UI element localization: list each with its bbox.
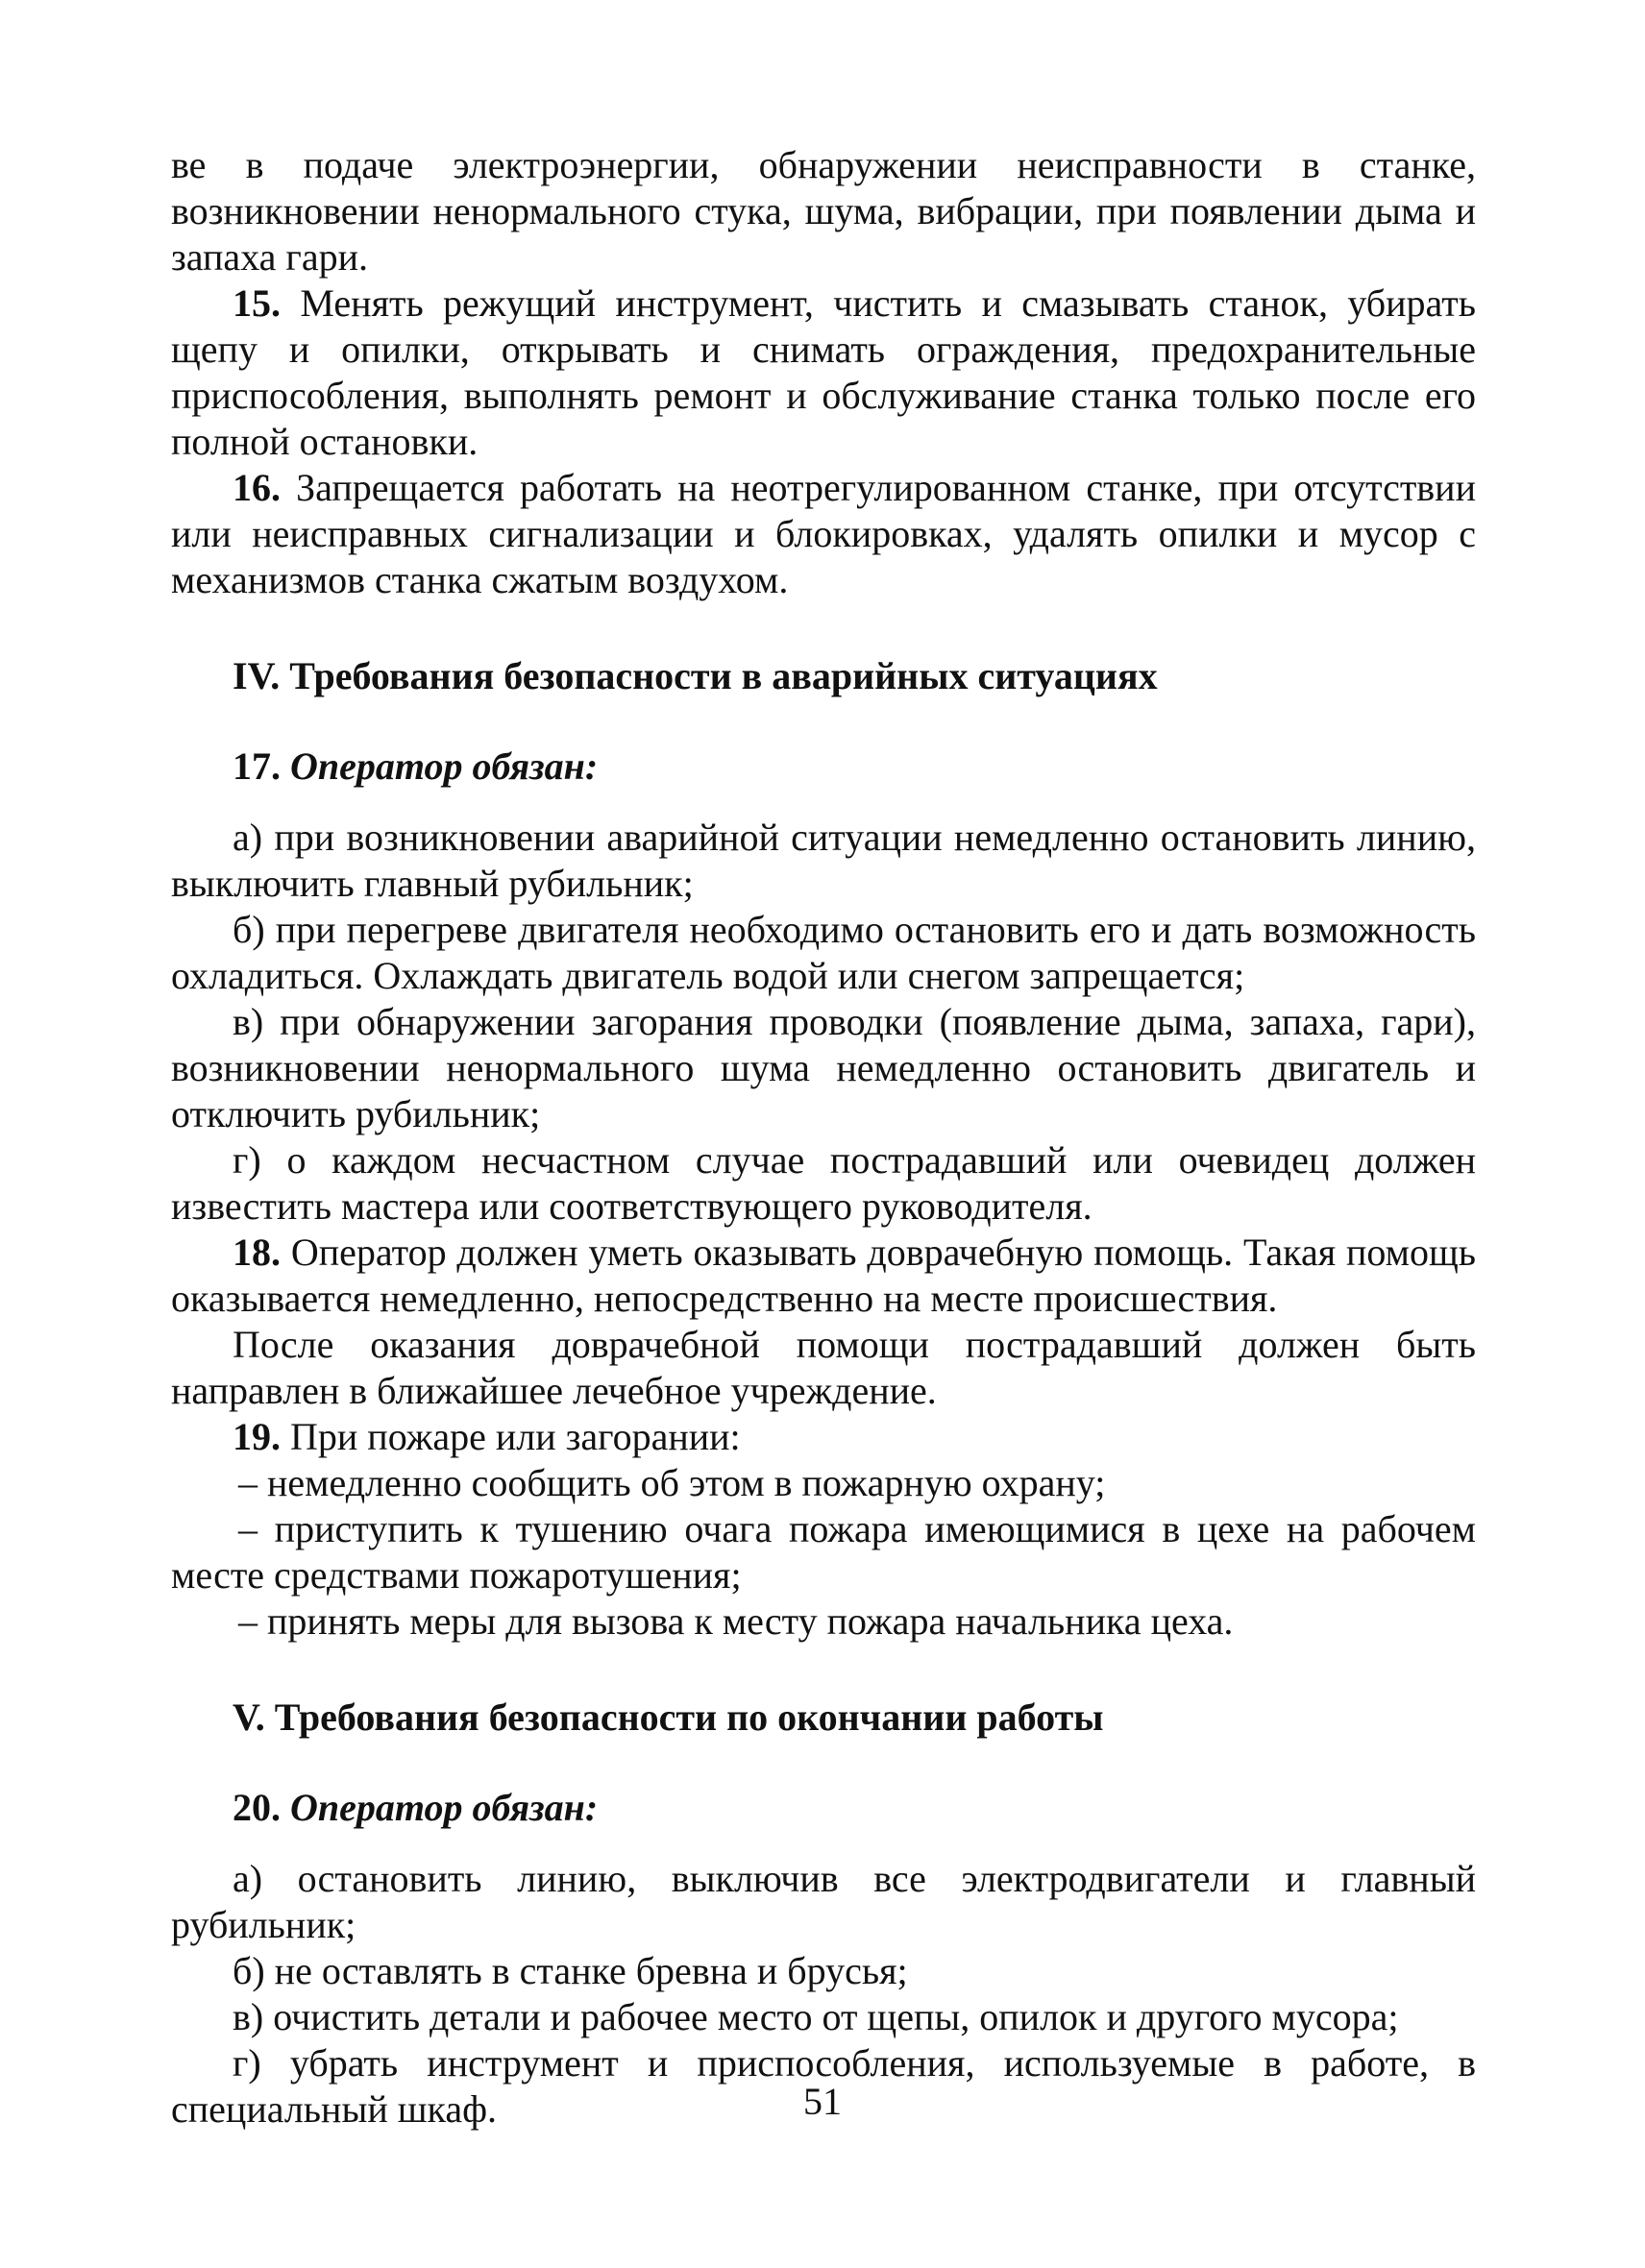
paragraph-15 [171,280,1476,465]
paragraph-number: 15. [233,281,281,325]
paragraph-19 [171,1414,1476,1460]
paragraph-17-lead [171,744,1476,790]
paragraph-number: 17. [233,744,281,788]
lead-title: Оператор обязан: [281,744,599,788]
list-item: – приступить к тушению очага пожара имеющимися в цехе на рабочем месте средствами пожаротушения; [171,1507,1476,1597]
paragraph-number: 16. [233,466,281,509]
paragraph-18 [171,1230,1476,1322]
list-item: а) при возникновении аварийной ситуации немедленно остановить линию, выключить главный рубильник; [171,816,1476,905]
section-heading-iv: IV. Требования безопасности в аварийных ситуациях [233,654,1158,697]
continuation-paragraph: ве в подаче электроэнергии, обнаружении неисправности в станке, возникновении ненормального стука, шума, вибрации, при появлении дыма и запаха гари. [171,143,1476,279]
paragraph-text: Менять режущий инструмент, чистить и смазывать станок, убирать щепу и опилки, открывать и снимать ограждения, предохранительные приспособления, выполнять ремонт и обслуживание станка только после его полной остановки. [171,281,1476,463]
paragraph-16 [171,465,1476,603]
list-item: в) при обнаружении загорания проводки (появление дыма, запаха, гари), возникновении ненормального шума немедленно остановить двигатель и отключить рубильник; [171,1000,1476,1135]
list-item: – немедленно сообщить об этом в пожарную охрану; [238,1461,1106,1504]
section-heading-v: V. Требования безопасности по окончании работы [233,1695,1104,1739]
list-item: – принять меры для вызова к месту пожара начальника цеха. [238,1599,1234,1643]
page-number: 51 [803,2080,842,2123]
list-item: в) очистить детали и рабочее место от щепы, опилок и другого мусора; [233,1995,1399,2038]
list-item: г) убрать инструмент и приспособления, используемые в работе, в специальный шкаф. [171,2041,1476,2131]
document-page [171,142,1476,2133]
paragraph-text: При пожаре или загорании: [281,1415,741,1458]
list-item: г) о каждом несчастном случае пострадавший или очевидец должен известить мастера или соответствующего руководителя. [171,1138,1476,1228]
list-item: б) при перегреве двигателя необходимо остановить его и дать возможность охладиться. Охлаждать двигатель водой или снегом запрещается; [171,908,1476,997]
paragraph-number: 19. [233,1415,281,1458]
paragraph-18-follow: После оказания доврачебной помощи пострадавший должен быть направлен в ближайшее лечебное учреждение. [171,1323,1476,1412]
lead-title: Оператор обязан: [281,1786,599,1829]
list-item: а) остановить линию, выключив все электродвигатели и главный рубильник; [171,1857,1476,1946]
paragraph-20-lead [171,1785,1476,1831]
paragraph-text: Запрещается работать на неотрегулированном станке, при отсутствии или неисправных сигнализации и блокировках, удалять опилки и мусор с механизмов станка сжатым воздухом. [171,466,1476,601]
paragraph-number: 20. [233,1786,281,1829]
paragraph-number: 18. [233,1231,281,1274]
list-item: б) не оставлять в станке бревна и брусья; [233,1949,908,1992]
paragraph-text: Оператор должен уметь оказывать доврачебную помощь. Такая помощь оказывается немедленно, непосредственно на месте происшествия. [171,1231,1476,1320]
